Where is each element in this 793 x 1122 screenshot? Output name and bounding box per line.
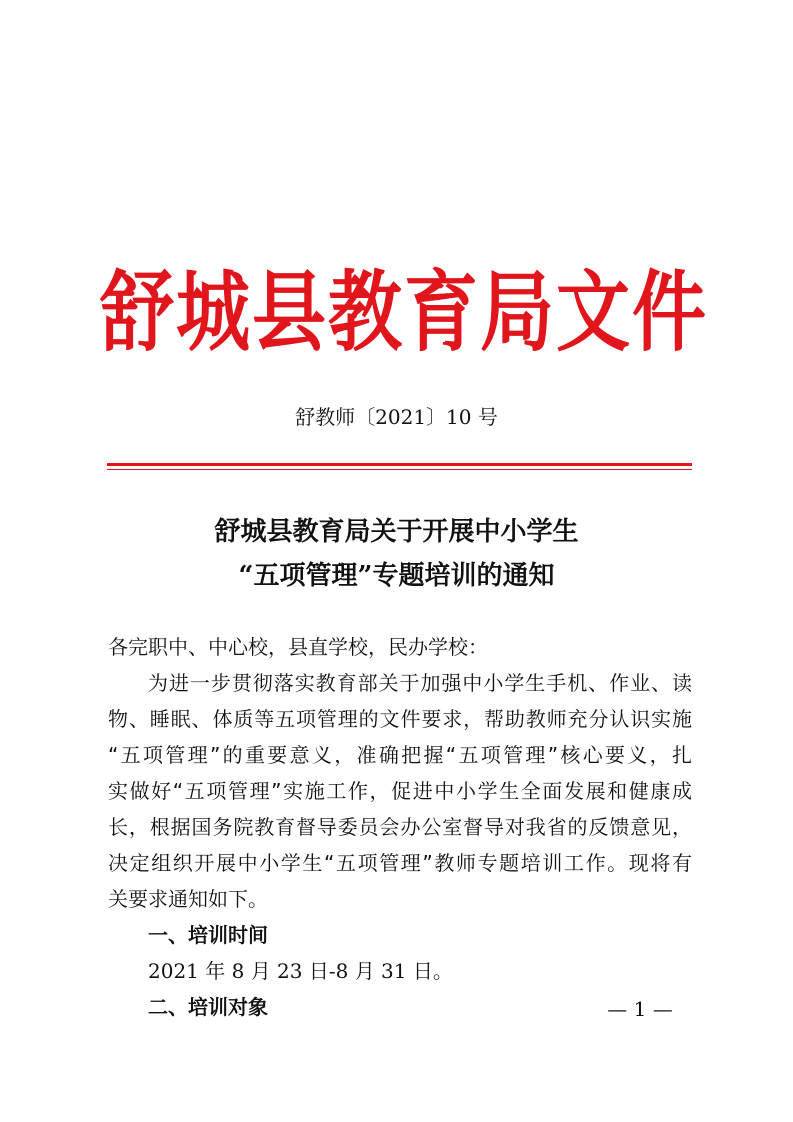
notice-title-line-2: “五项管理”专题培训的通知 xyxy=(238,561,555,591)
notice-title-line-1: 舒城县教育局关于开展中小学生 xyxy=(214,517,579,547)
page-number: — 1 — xyxy=(607,997,673,1021)
document-number: 舒教师〔2021〕10 号 xyxy=(295,405,498,429)
paragraph-line: 物、睡眠、体质等五项管理的文件要求，帮助教师充分认识实施 xyxy=(108,707,692,731)
red-divider-thin xyxy=(107,469,692,470)
paragraph-line: 关要求通知如下。 xyxy=(108,887,268,911)
paragraph-line: 为进一步贯彻落实教育部关于加强中小学生手机、作业、读 xyxy=(148,671,692,695)
paragraph-line: “五项管理”的重要意义，准确把握“五项管理”核心要义，扎 xyxy=(108,743,692,767)
paragraph-line: 实做好“五项管理”实施工作，促进中小学生全面发展和健康成 xyxy=(108,779,692,803)
paragraph-line: 决定组织开展中小学生“五项管理”教师专题培训工作。现将有 xyxy=(108,851,692,875)
salutation: 各完职中、中心校，县直学校，民办学校： xyxy=(108,635,488,659)
section-heading-training-time: 一、培训时间 xyxy=(148,923,268,947)
red-divider-thick xyxy=(107,463,692,466)
training-time-content: 2021 年 8 月 23 日-8 月 31 日。 xyxy=(148,959,453,983)
section-heading-training-target: 二、培训对象 xyxy=(148,995,268,1019)
masthead-title: 舒城县教育局文件 xyxy=(100,262,708,364)
paragraph-line: 长，根据国务院教育督导委员会办公室督导对我省的反馈意见， xyxy=(108,815,692,839)
